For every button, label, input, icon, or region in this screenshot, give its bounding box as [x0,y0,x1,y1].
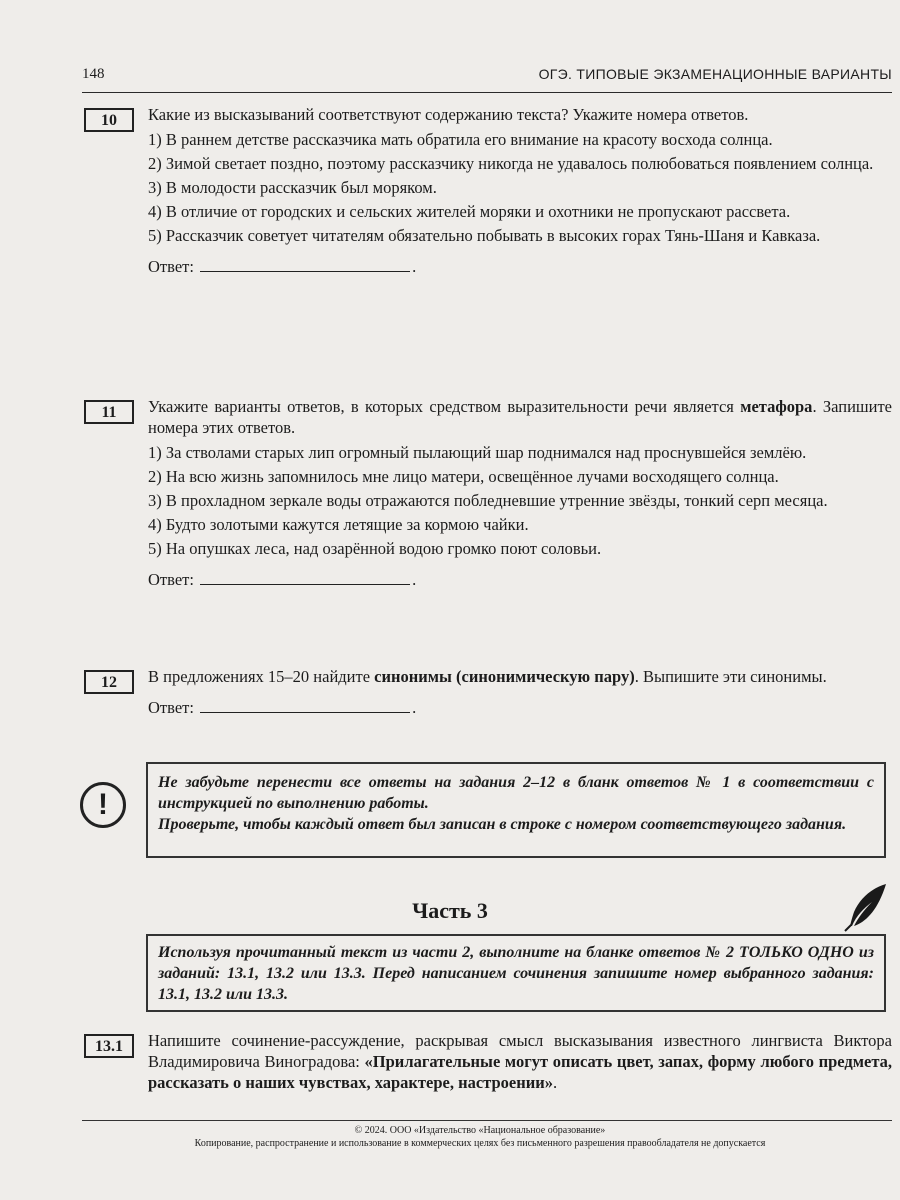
task-term: синонимы (синонимическую пару) [374,667,635,686]
header-divider [82,92,892,93]
feather-icon [842,882,888,932]
answer-option: 2) На всю жизнь запомнилось мне лицо матери, освещённое лучами восходящего солнца. [148,467,779,486]
task-11 [84,396,892,646]
answer-label: Ответ: [148,257,194,276]
task-13-1 [84,1030,892,1110]
task-10 [84,104,892,374]
footer-divider [82,1120,892,1121]
task-body [148,1030,892,1097]
task-body [148,104,892,277]
task-quote: «Прилагательные могут описать цвет, запах, форму любого предмета, рассказать о наших чувствах, характере, настроении» [148,1052,893,1092]
notice-line: Проверьте, чтобы каждый ответ был записан в строке с номером соответствующего задания. [158,816,847,833]
answer-option: 5) Рассказчик советует читателям обязательно побывать в высоких горах Тянь-Шаня и Кавказа. [148,226,821,245]
task-body [148,396,892,590]
answer-option: 1) В раннем детстве рассказчика мать обратила его внимание на красоту восхода солнца. [148,130,773,149]
answer-label: Ответ: [148,698,194,717]
task-number-box: 10 [84,108,134,132]
running-title: ОГЭ. ТИПОВЫЕ ЭКЗАМЕНАЦИОННЫЕ ВАРИАНТЫ [538,66,892,82]
reminder-notice [146,762,886,858]
task-question: Напишите сочинение-рассуждение, раскрывая смысл высказывания известного лингвиста Виктора Владимировича Виноградова: «Прилагательные могут описать цвет, запах, форму любого предмета, рассказать о наших чувствах, характере, настроении». [148,1031,893,1092]
answer-row: Ответ: . [148,698,417,717]
exclamation-icon: ! [80,782,126,828]
answer-field[interactable] [200,257,410,272]
page-footer [60,1124,900,1150]
answer-label: Ответ: [148,570,194,589]
answer-option: 4) В отличие от городских и сельских жителей моряки и охотники не пропускают рассвета. [148,202,791,221]
answer-option: 1) За стволами старых лип огромный пылающий шар поднимался над проснувшейся землёю. [148,443,807,462]
task-question: Какие из высказываний соответствуют содержанию текста? Укажите номера ответов. [148,105,749,124]
task-number-box: 11 [84,400,134,424]
page-number: 148 [82,66,105,82]
answer-option: 4) Будто золотыми кажутся летящие за кормою чайки. [148,515,529,534]
task-12 [84,666,892,746]
answer-row: Ответ: . [148,257,417,276]
page-header [82,66,892,92]
answer-field[interactable] [200,698,410,713]
answer-option: 3) В молодости рассказчик был моряком. [148,178,437,197]
task-number-box: 12 [84,670,134,694]
answer-option: 3) В прохладном зеркале воды отражаются побледневшие утренние звёзды, тонкий серп месяца. [148,491,828,510]
task-body [148,666,892,718]
task-question: Укажите варианты ответов, в которых средством выразительности речи является метафора. Запишите номера этих ответов. [148,397,892,437]
task-question: В предложениях 15–20 найдите синонимы (синонимическую пару). Выпишите эти синонимы. [148,667,827,686]
task-number-box: 13.1 [84,1034,134,1058]
answer-field[interactable] [200,570,410,585]
answer-option: 5) На опушках леса, над озарённой водою громко поют соловьи. [148,539,602,558]
part-title: Часть 3 [412,898,488,923]
copyright-text: © 2024. ООО «Издательство «Национальное образование» [354,1125,606,1136]
part3-instruction: Используя прочитанный текст из части 2, выполните на бланке ответов № 2 ТОЛЬКО ОДНО из заданий: 13.1, 13.2 или 13.3. Перед написанием сочинения запишите номер выбранного задания: 13.1, 13.2 или 13.3. [146,934,886,1012]
task-term: метафора [740,397,813,416]
notice-line: Не забудьте перенести все ответы на задания 2–12 в бланк ответов № 1 в соответствии с инструкцией по выполнению работы. [158,774,874,812]
answer-option: 2) Зимой светает поздно, поэтому рассказчику никогда не удавалось полюбоваться появлением солнца. [148,154,874,173]
copyright-notice: Копирование, распространение и использование в коммерческих целях без письменного разрешения правообладателя не допускается [194,1138,766,1149]
answer-row: Ответ: . [148,570,417,589]
